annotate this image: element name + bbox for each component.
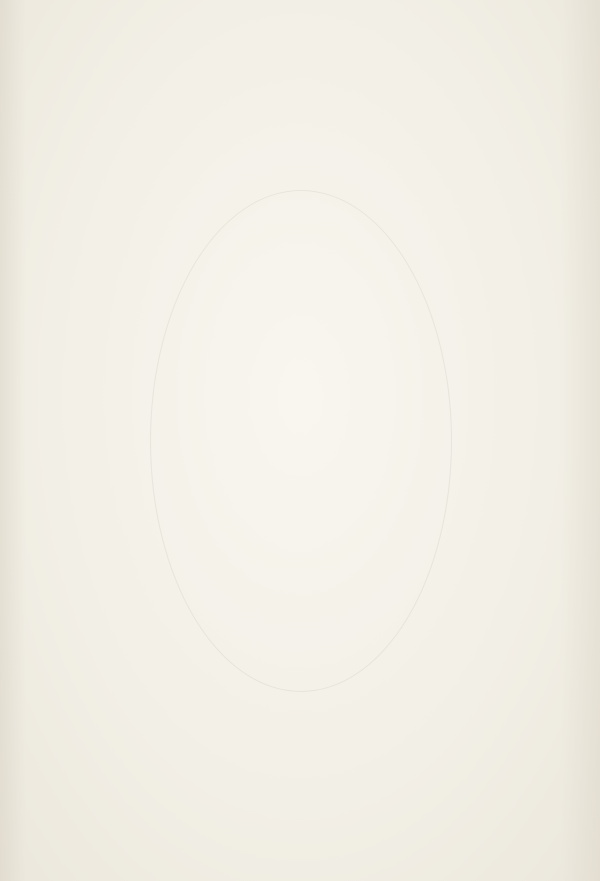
- right-text-column: [397, 42, 587, 742]
- left-text-column: [170, 42, 366, 742]
- gutter-shading: [0, 0, 26, 881]
